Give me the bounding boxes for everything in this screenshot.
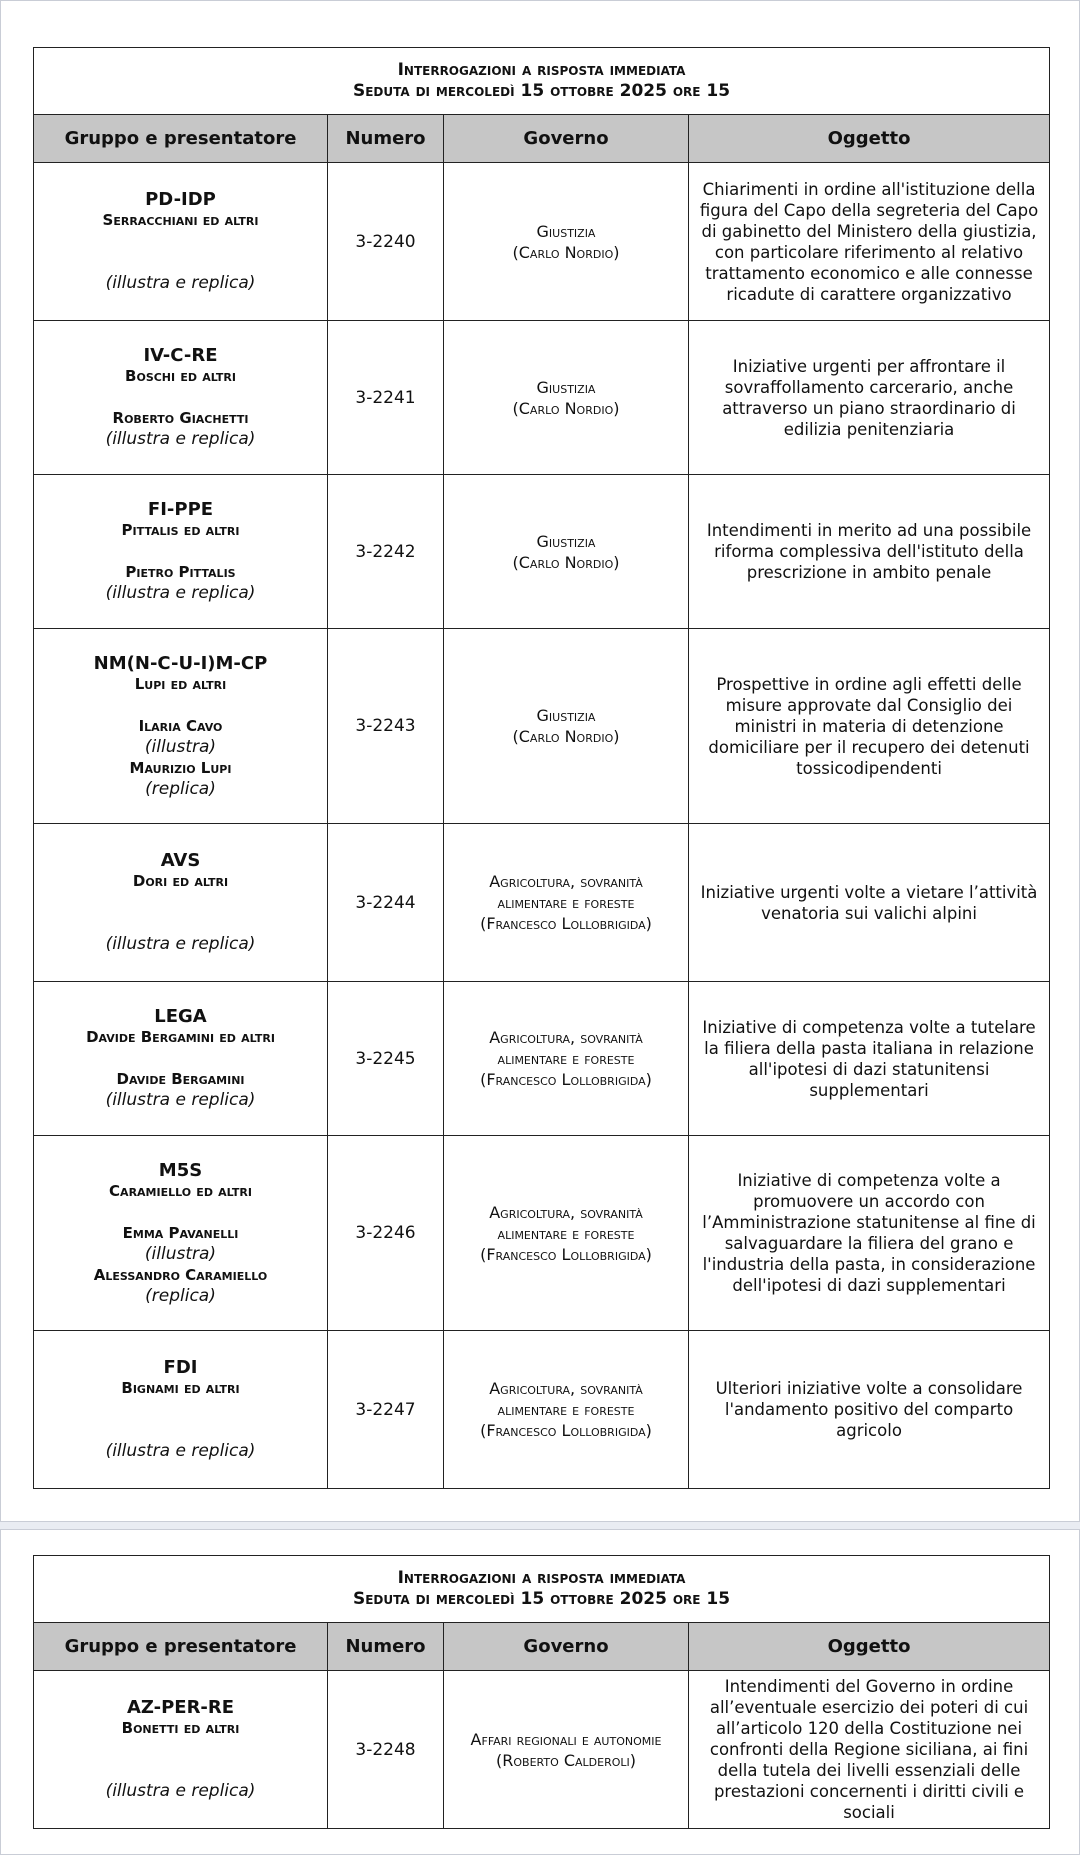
ministero-line-1: Agricoltura, sovranità xyxy=(489,1379,643,1398)
firmatari: Pittalis ed altri xyxy=(121,521,240,539)
numero-cell: 3-2242 xyxy=(328,475,444,629)
presenter-2: Alessandro Caramiello xyxy=(93,1265,268,1284)
title-line-2: Seduta di mercoledì 15 ottobre 2025 ore 15 xyxy=(352,81,731,101)
presenter-2-role: (replica) xyxy=(145,778,216,799)
presenter-role: (illustra e replica) xyxy=(105,273,256,293)
ministro: (Carlo Nordio) xyxy=(512,552,620,572)
party-name: LEGA xyxy=(154,1006,207,1027)
oggetto-cell: Iniziative urgenti volte a vietare l’attività venatoria sui valichi alpini xyxy=(689,824,1050,982)
ministero-line-2: alimentare e foreste xyxy=(497,1223,635,1243)
col-header-oggetto: Oggetto xyxy=(689,115,1050,163)
oggetto-cell: Intendimenti in merito ad una possibile riforma complessiva dell'istituto della prescrizione in ambito penale xyxy=(689,475,1050,629)
numero-cell: 3-2247 xyxy=(328,1331,444,1489)
party-name: AZ-PER-RE xyxy=(126,1697,235,1718)
gruppo-cell xyxy=(34,824,328,982)
party-name: NM(N-C-U-I)M-CP xyxy=(93,652,268,674)
party-name: FI-PPE xyxy=(147,499,214,520)
table-row xyxy=(34,1671,1050,1829)
gruppo-cell xyxy=(34,1331,328,1489)
ministro: (Francesco Lollobrigida) xyxy=(480,1070,652,1089)
governo-cell xyxy=(444,982,689,1136)
ministro: (Francesco Lollobrigida) xyxy=(480,1244,652,1264)
oggetto-cell: Iniziative di competenza volte a tutelare la filiera della pasta italiana in relazione all'ipotesi di dazi statunitensi supplementari xyxy=(689,982,1050,1136)
table-row xyxy=(34,163,1050,321)
oggetto-cell: Prospettive in ordine agli effetti delle misure approvate dal Consiglio dei ministri in materia di detenzione domiciliare per il recupero dei detenuti tossicodipendenti xyxy=(689,629,1050,824)
governo-cell xyxy=(444,321,689,475)
governo-cell xyxy=(444,1136,689,1331)
gruppo-cell xyxy=(34,629,328,824)
governo-cell xyxy=(444,1331,689,1489)
presenter-role: (illustra) xyxy=(144,736,217,757)
ministero-line-1: Agricoltura, sovranità xyxy=(489,1202,643,1222)
presenter-2: Maurizio Lupi xyxy=(129,758,232,777)
ministero: Giustizia xyxy=(536,221,596,241)
presenter-2-role: (replica) xyxy=(145,1285,216,1306)
ministero-line-2: alimentare e foreste xyxy=(497,1049,635,1068)
presenter-role: (illustra e replica) xyxy=(105,1090,256,1110)
presenter-role: (illustra e replica) xyxy=(105,1781,256,1801)
numero-cell: 3-2243 xyxy=(328,629,444,824)
column-header-row xyxy=(34,1623,1050,1671)
title-line-1: Interrogazioni a risposta immediata xyxy=(397,1568,686,1588)
firmatari: Caramiello ed altri xyxy=(109,1181,252,1200)
document-page-2 xyxy=(0,1529,1080,1855)
table-row xyxy=(34,1331,1050,1489)
table-title xyxy=(34,48,1050,115)
ministro: (Carlo Nordio) xyxy=(512,398,620,418)
oggetto-cell: Iniziative urgenti per affrontare il sovraffollamento carcerario, anche attraverso un piano straordinario di edilizia penitenziaria xyxy=(689,321,1050,475)
firmatari: Lupi ed altri xyxy=(134,674,227,693)
gruppo-cell xyxy=(34,1671,328,1829)
col-header-governo: Governo xyxy=(444,115,689,163)
presenter-role: (illustra e replica) xyxy=(105,934,256,954)
gruppo-cell xyxy=(34,321,328,475)
numero-cell: 3-2240 xyxy=(328,163,444,321)
table-row xyxy=(34,321,1050,475)
table-row xyxy=(34,629,1050,824)
oggetto-cell: Iniziative di competenza volte a promuovere un accordo con l’Amministrazione statunitense al fine di salvaguardare la filiera del grano e l'industria della pasta, in considerazione dell'ipotesi di dazi supplementari xyxy=(689,1136,1050,1331)
numero-cell: 3-2246 xyxy=(328,1136,444,1331)
governo-cell xyxy=(444,824,689,982)
ministero-line-1: Agricoltura, sovranità xyxy=(489,1028,643,1047)
col-header-oggetto: Oggetto xyxy=(689,1623,1050,1671)
gruppo-cell xyxy=(34,1136,328,1331)
col-header-governo: Governo xyxy=(444,1623,689,1671)
table-row xyxy=(34,982,1050,1136)
ministero-line-1: Agricoltura, sovranità xyxy=(489,872,643,891)
firmatari: Bignami ed altri xyxy=(121,1379,240,1397)
numero-cell: 3-2245 xyxy=(328,982,444,1136)
ministero-line-2: alimentare e foreste xyxy=(497,893,635,912)
party-name: AVS xyxy=(160,850,201,871)
ministro: (Francesco Lollobrigida) xyxy=(480,1421,652,1440)
firmatari: Davide Bergamini ed altri xyxy=(86,1028,275,1046)
firmatari: Dori ed altri xyxy=(132,872,229,890)
presenter: Ilaria Cavo xyxy=(138,716,223,735)
ministro: (Roberto Calderoli) xyxy=(496,1750,636,1770)
party-name: IV-C-RE xyxy=(143,345,218,366)
ministro: (Carlo Nordio) xyxy=(512,727,620,746)
questions-table xyxy=(33,47,1050,1489)
presenter-role: (illustra e replica) xyxy=(105,429,256,449)
title-line-2: Seduta di mercoledì 15 ottobre 2025 ore 15 xyxy=(352,1589,731,1609)
gruppo-cell xyxy=(34,982,328,1136)
party-name: PD-IDP xyxy=(145,189,216,210)
presenter-role: (illustra e replica) xyxy=(105,583,256,603)
party-name: FDI xyxy=(163,1357,198,1378)
col-header-numero: Numero xyxy=(328,115,444,163)
ministero: Affari regionali e autonomie xyxy=(470,1729,662,1749)
numero-cell: 3-2244 xyxy=(328,824,444,982)
governo-cell xyxy=(444,475,689,629)
presenter: Emma Pavanelli xyxy=(122,1223,239,1242)
ministro: (Carlo Nordio) xyxy=(512,242,620,262)
firmatari: Bonetti ed altri xyxy=(121,1719,240,1737)
governo-cell xyxy=(444,163,689,321)
ministero: Giustizia xyxy=(536,706,596,725)
presenter: Pietro Pittalis xyxy=(125,563,236,581)
oggetto-cell: Intendimenti del Governo in ordine all’eventuale esercizio dei poteri di cui all’articolo 120 della Costituzione nei confronti della Regione siciliana, ai fini della tutela dei livelli essenziali delle prestazioni concernenti i diritti civili e sociali xyxy=(689,1671,1050,1829)
numero-cell: 3-2241 xyxy=(328,321,444,475)
title-line-1: Interrogazioni a risposta immediata xyxy=(397,60,686,80)
presenter: Roberto Giachetti xyxy=(112,409,249,427)
gruppo-cell xyxy=(34,475,328,629)
ministero: Giustizia xyxy=(536,377,596,397)
presenter-role: (illustra) xyxy=(144,1243,217,1264)
oggetto-cell: Chiarimenti in ordine all'istituzione della figura del Capo della segreteria del Capo di gabinetto del Ministero della giustizia, con particolare riferimento al relativo trattamento economico e alle connesse ricadute di carattere organizzativo xyxy=(689,163,1050,321)
firmatari: Serracchiani ed altri xyxy=(102,211,259,229)
gruppo-cell xyxy=(34,163,328,321)
table-row xyxy=(34,824,1050,982)
numero-cell: 3-2248 xyxy=(328,1671,444,1829)
ministero: Giustizia xyxy=(536,531,596,551)
governo-cell xyxy=(444,629,689,824)
oggetto-cell: Ulteriori iniziative volte a consolidare l'andamento positivo del comparto agricolo xyxy=(689,1331,1050,1489)
firmatari: Boschi ed altri xyxy=(125,367,236,385)
table-row xyxy=(34,475,1050,629)
questions-table xyxy=(33,1555,1050,1829)
col-header-gruppo: Gruppo e presentatore xyxy=(34,115,328,163)
col-header-numero: Numero xyxy=(328,1623,444,1671)
column-header-row xyxy=(34,115,1050,163)
ministero-line-2: alimentare e foreste xyxy=(497,1400,635,1419)
table-row xyxy=(34,1136,1050,1331)
presenter-role: (illustra e replica) xyxy=(105,1441,256,1461)
ministro: (Francesco Lollobrigida) xyxy=(480,914,652,933)
col-header-gruppo: Gruppo e presentatore xyxy=(34,1623,328,1671)
presenter: Davide Bergamini xyxy=(116,1070,245,1088)
table-title xyxy=(34,1556,1050,1623)
party-name: M5S xyxy=(158,1159,203,1181)
governo-cell xyxy=(444,1671,689,1829)
